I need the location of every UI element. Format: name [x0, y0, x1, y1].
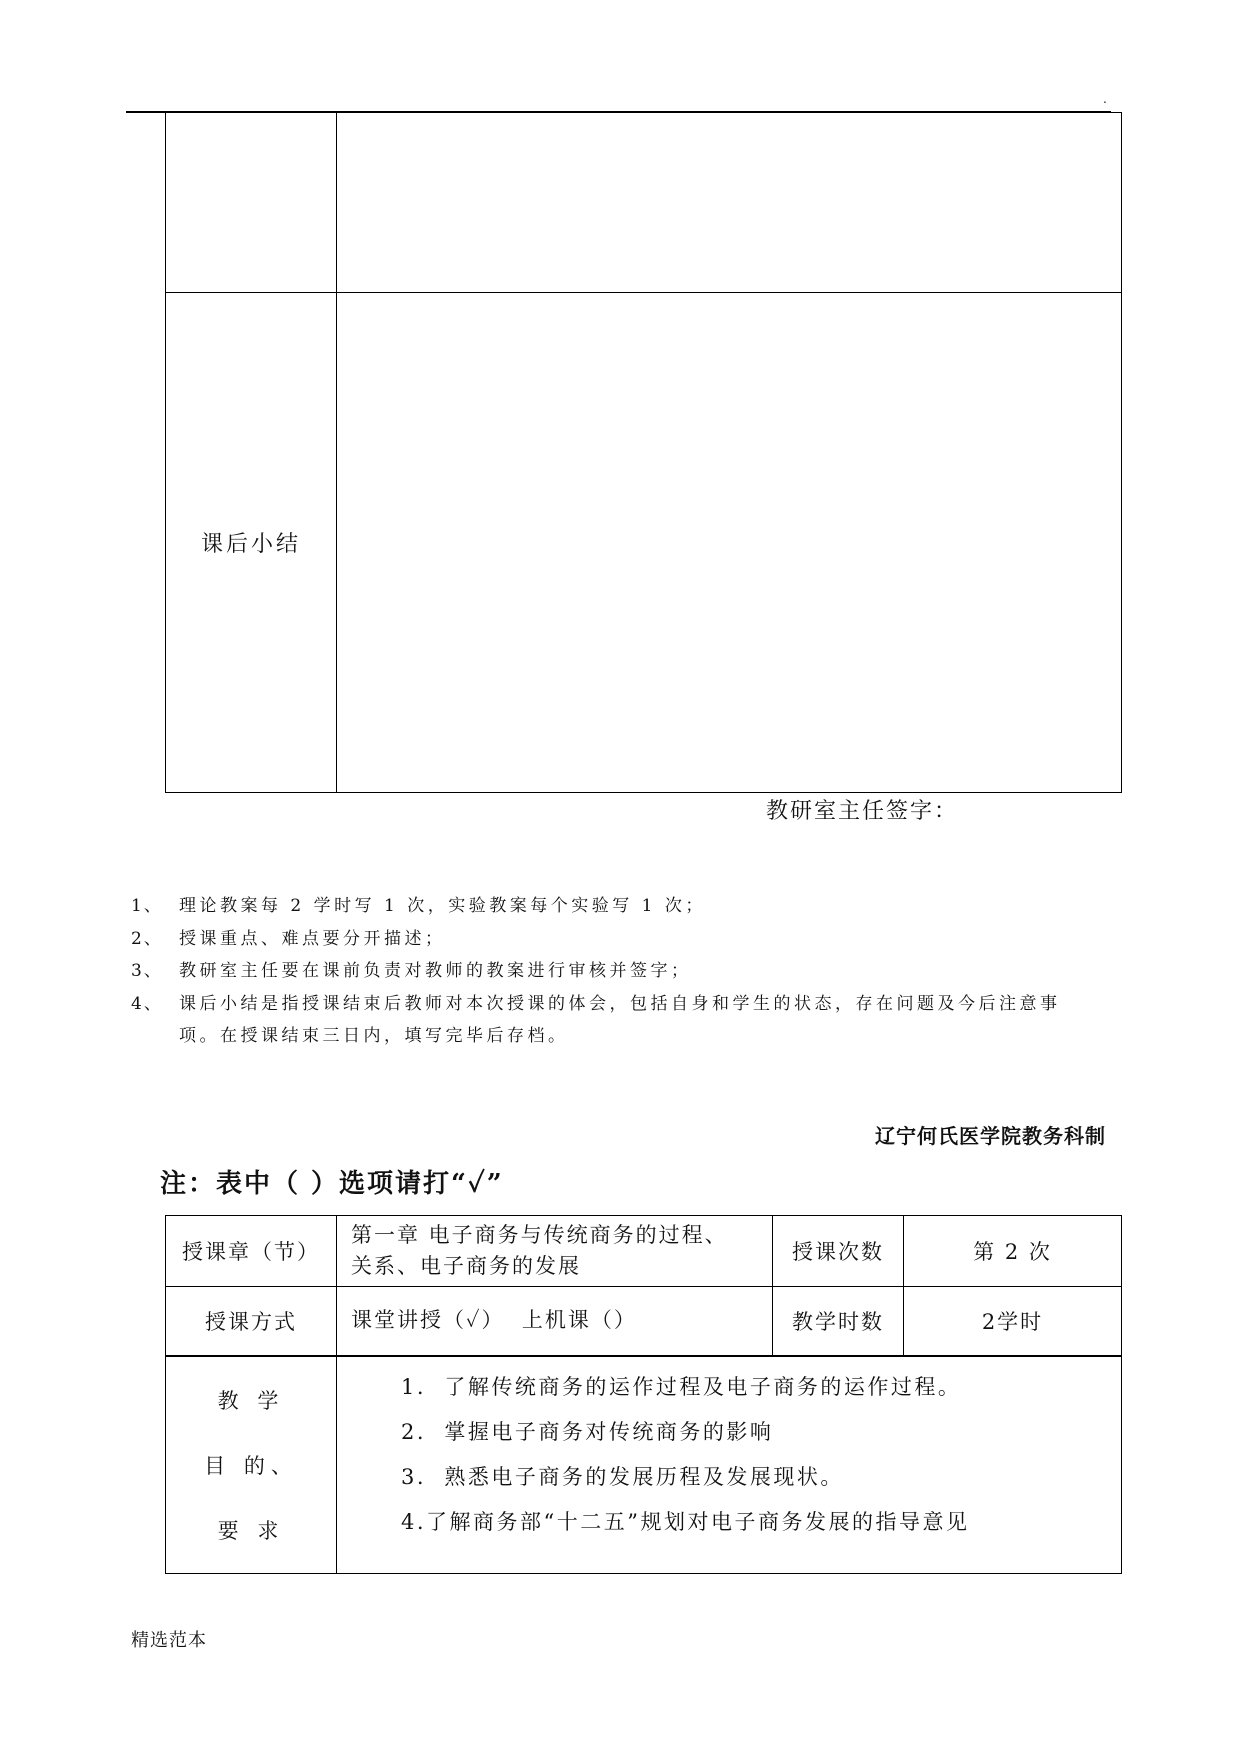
instruction-heading: 注：表中（ ）选项请打“✓” — [160, 1169, 504, 1199]
objectives-label-line: 教 学 — [217, 1388, 285, 1413]
table-row — [166, 293, 1122, 793]
objectives-label-line: 要 求 — [217, 1518, 285, 1543]
objective-item: 3. 熟悉电子商务的发展历程及发展现状。 — [401, 1464, 844, 1489]
note-number: 4、 — [131, 993, 163, 1014]
table-row — [166, 1356, 1122, 1574]
lesson-plan-table — [165, 1215, 1122, 1574]
empty-content-cell — [337, 113, 1122, 293]
chapter-value-line: 关系、电子商务的发展 — [351, 1254, 581, 1278]
list-item — [131, 890, 1121, 923]
note-text-continued: 项。在授课结束三日内，填写完毕后存档。 — [179, 1026, 569, 1046]
chapter-value-line: 第一章 电子商务与传统商务的过程、 — [351, 1223, 728, 1247]
note-number: 3、 — [131, 961, 163, 981]
count-value: 第 2 次 — [904, 1216, 1122, 1287]
objective-item: 2. 掌握电子商务对传统商务的影响 — [401, 1419, 774, 1444]
chapter-label: 授课章（节） — [166, 1216, 337, 1287]
hours-label: 教学时数 — [773, 1287, 904, 1356]
objective-item: 4.了解商务部“十二五”规划对电子商务发展的指导意见 — [401, 1509, 970, 1534]
note-number: 1、 — [131, 896, 163, 916]
page-footer: 精选范本 — [131, 1630, 207, 1651]
list-item — [131, 988, 1121, 1021]
header-corner-mark: . — [1103, 92, 1107, 106]
hours-value: 2学时 — [904, 1287, 1122, 1356]
method-value: 课堂讲授（✓） 上机课（） — [337, 1287, 773, 1356]
note-text: 教研室主任要在课前负责对教师的教案进行审核并签字； — [179, 961, 692, 981]
table-row — [166, 113, 1122, 293]
objectives-label-line: 目 的、 — [204, 1453, 298, 1478]
objectives-label — [166, 1357, 336, 1564]
post-class-review-table — [165, 112, 1122, 793]
note-text: 课后小结是指授课结束后教师对本次授课的体会，包括自身和学生的状态，存在问题及今后注意事 — [179, 993, 1061, 1014]
list-item-continuation — [131, 1020, 1121, 1053]
summary-label-cell — [166, 293, 337, 793]
objectives-content-cell — [337, 1356, 1122, 1574]
chapter-value — [337, 1216, 773, 1287]
summary-label: 课后小结 — [200, 532, 301, 557]
note-number: 2、 — [131, 928, 163, 949]
objective-item: 1. 了解传统商务的运作过程及电子商务的运作过程。 — [401, 1374, 962, 1399]
method-label: 授课方式 — [166, 1287, 337, 1356]
list-item — [131, 955, 1121, 988]
issuer-label: 辽宁何氏医学院教务科制 — [875, 1124, 1106, 1148]
note-text: 理论教案每 2 学时写 1 次，实验教案每个实验写 1 次； — [179, 896, 706, 916]
table-row — [166, 1287, 1122, 1356]
objectives-list — [337, 1357, 1121, 1545]
note-text: 授课重点、难点要分开描述； — [179, 928, 446, 949]
list-item — [131, 923, 1121, 956]
count-label: 授课次数 — [773, 1216, 904, 1287]
summary-content-cell — [337, 293, 1122, 793]
notes-list — [131, 890, 1121, 1053]
director-signature-label: 教研室主任签字： — [766, 799, 959, 824]
empty-label-cell — [166, 113, 337, 293]
objectives-label-cell — [166, 1356, 337, 1574]
table-row — [166, 1216, 1122, 1287]
